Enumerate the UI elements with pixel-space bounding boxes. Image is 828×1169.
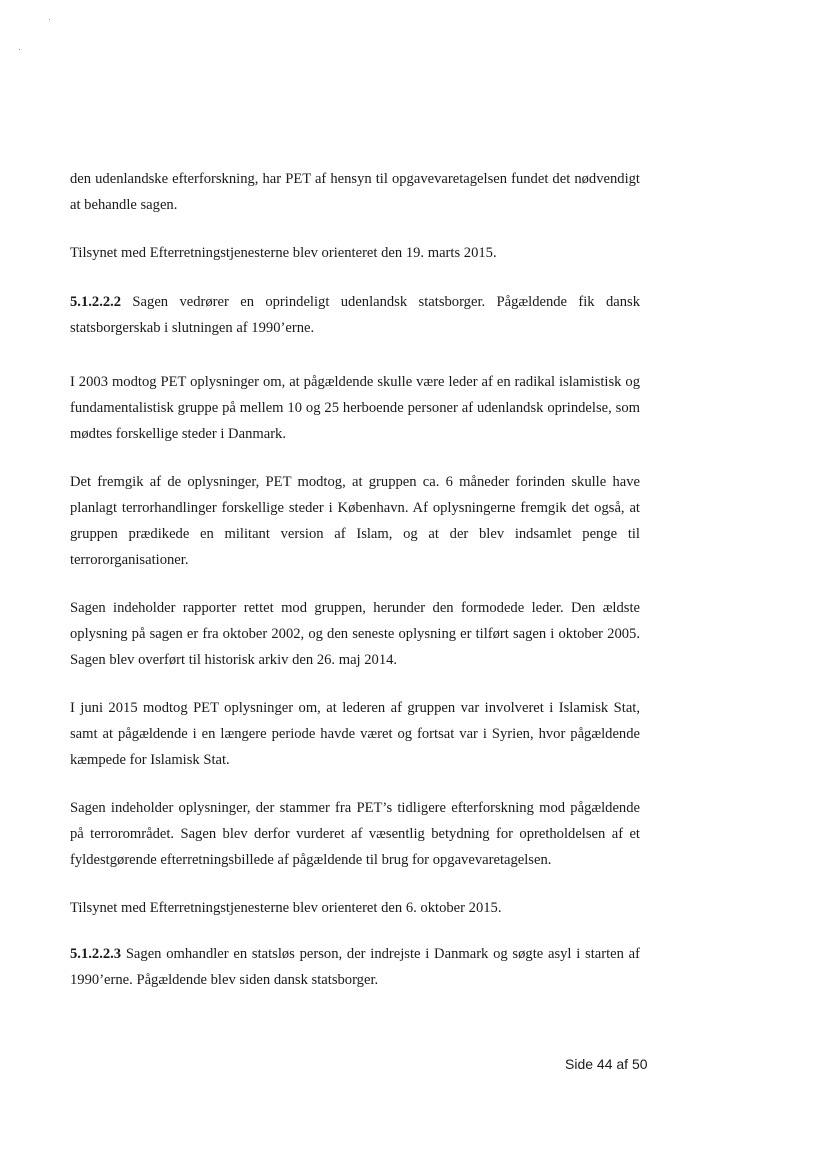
paragraph-juni-2015: I juni 2015 modtog PET oplysninger om, at lederen af gruppen var involveret i Islamisk Stat, samt at pågældende i en længere periode havde været og fortsat var i Syrien, hvor pågældende kæmpede for Islamisk Stat.	[70, 700, 640, 768]
section-number: 5.1.2.2.2	[70, 294, 122, 310]
paragraph-continuation: den udenlandske efterforskning, har PET af hensyn til opgavevaretagelsen fundet det nødvendigt at behandle sagen.	[70, 171, 640, 213]
scan-speck	[19, 49, 20, 50]
section-text: Sagen omhandler en statsløs person, der indrejste i Danmark og søgte asyl i starten af 1990’erne. Pågældende blev siden dansk statsborger.	[70, 946, 640, 988]
paragraph-5-1-2-2-3	[70, 941, 640, 993]
paragraph-rapporter: Sagen indeholder rapporter rettet mod gruppen, herunder den formodede leder. Den ældste oplysning på sagen er fra oktober 2002, og den seneste oplysning er tilført sagen i oktober 2005. Sagen blev overført til historisk arkiv den 26. maj 2014.	[70, 600, 640, 668]
paragraph-efterforskning: Sagen indeholder oplysninger, der stammer fra PET’s tidligere efterforskning mod pågældende på terrorområdet. Sagen blev derfor vurderet af væsentlig betydning for opretholdelsen af et fyldestgørende efterretningsbillede af pågældende til brug for opgavevaretagelsen.	[70, 800, 640, 868]
footer-page: 44	[596, 1056, 613, 1072]
section-number: 5.1.2.2.3	[70, 946, 122, 962]
paragraph-5-1-2-2-2	[70, 289, 640, 341]
paragraph-tilsyn-1: Tilsynet med Efterretningstjenesterne blev orienteret den 19. marts 2015.	[70, 245, 497, 261]
scan-speck	[49, 19, 50, 20]
section-text: Sagen vedrører en oprindeligt udenlandsk statsborger. Pågældende fik dansk statsborgerskab i slutningen af 1990’erne.	[70, 294, 640, 336]
page-number-footer	[565, 1056, 648, 1072]
footer-total: 50	[631, 1056, 648, 1072]
body-text	[70, 166, 640, 993]
footer-of-label: af	[616, 1056, 629, 1072]
paragraph-fremgik: Det fremgik af de oplysninger, PET modtog, at gruppen ca. 6 måneder forinden skulle have planlagt terrorhandlinger forskellige steder i København. Af oplysningerne fremgik det også, at gruppen prædikede en militant version af Islam, og at der blev indsamlet penge til terrororganisationer.	[70, 474, 640, 568]
paragraph-tilsyn-2: Tilsynet med Efterretningstjenesterne blev orienteret den 6. oktober 2015.	[70, 900, 502, 916]
paragraph-2003: I 2003 modtog PET oplysninger om, at pågældende skulle være leder af en radikal islamistisk og fundamentalistisk gruppe på mellem 10 og 25 herboende personer af udenlandsk oprindelse, som mødtes forskellige steder i Danmark.	[70, 374, 640, 442]
footer-side-label: Side	[565, 1056, 594, 1072]
